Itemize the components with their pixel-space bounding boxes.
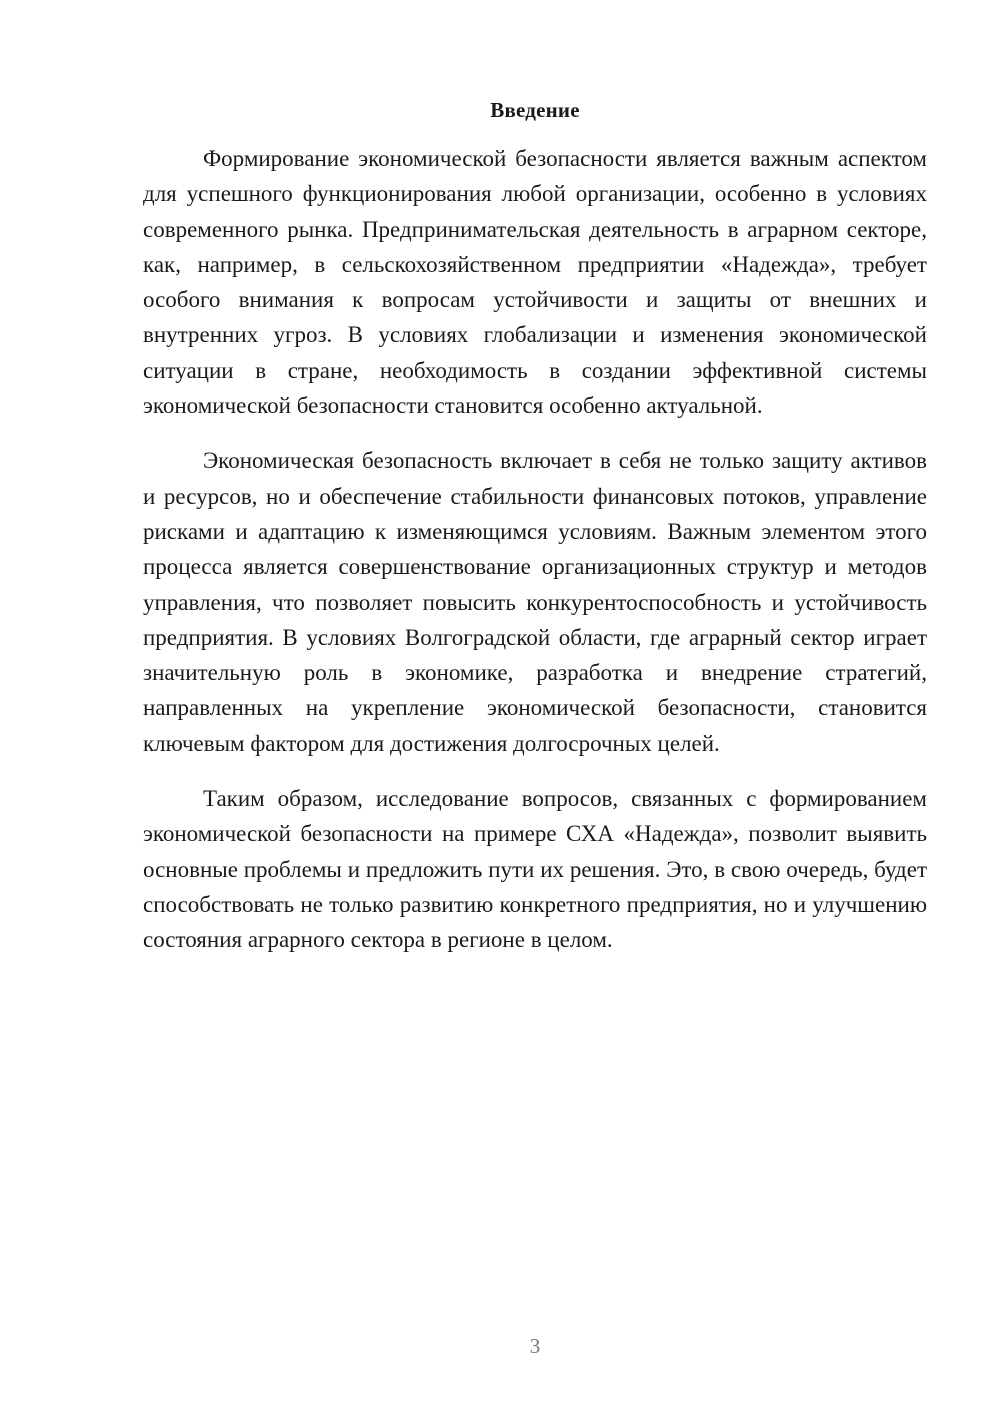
page-number: 3 [529,1334,541,1358]
paragraph-1: Формирование экономической безопасности является важным аспектом для успешного функционирования любой организации, особенно в условиях современного рынка. Предпринимательская деятельность в аграрном секторе, как, например, в сельскохозяйственном предприятии «Надежда», требует особого внимания к вопросам устойчивости и защиты от внешних и внутренних угроз. В условиях глобализации и изменения экономической ситуации в стране, необходимость в создании эффективной системы экономической безопасности становится особенно актуальной. [143,146,927,419]
paragraph-2: Экономическая безопасность включает в себя не только защиту активов и ресурсов, но и обеспечение стабильности финансовых потоков, управление рисками и адаптацию к изменяющимся условиям. Важным элементом этого процесса является совершенствование организационных структур и методов управления, что позволяет повысить конкурентоспособность и устойчивость предприятия. В условиях Волгоградской области, где аграрный сектор играет значительную роль в экономике, разработка и внедрение стратегий, направленных на укрепление экономической безопасности, становится ключевым фактором для достижения долгосрочных целей. [143,448,927,756]
body-text [143,141,927,978]
paragraph-3: Таким образом, исследование вопросов, связанных с формированием экономической безопасности на примере СХА «Надежда», позволит выявить основные проблемы и предложить пути их решения. Это, в свою очередь, будет способствовать не только развитию конкретного предприятия, но и улучшению состояния аграрного сектора в регионе в целом. [143,786,927,953]
section-heading: Введение [490,98,580,122]
